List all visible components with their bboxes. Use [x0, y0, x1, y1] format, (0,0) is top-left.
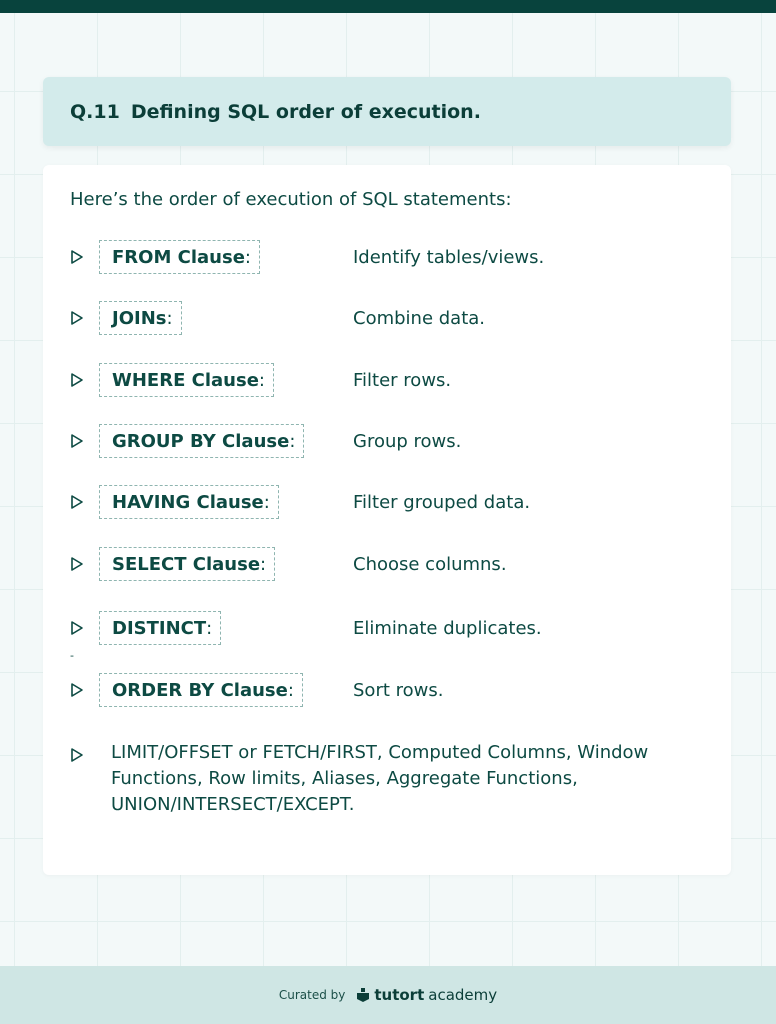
list-item	[43, 611, 731, 662]
play-triangle-icon	[70, 556, 84, 572]
play-triangle-icon	[70, 747, 84, 763]
intro-text: Here’s the order of execution of SQL statements:	[70, 189, 512, 210]
clause-description: Filter grouped data.	[353, 492, 531, 513]
clause-box	[99, 673, 303, 707]
clause-name: SELECT Clause	[112, 553, 261, 575]
footer	[0, 966, 776, 1024]
clause-name: DISTINCT	[112, 617, 207, 639]
clause-colon: :	[166, 307, 173, 329]
clause-colon: :	[258, 369, 265, 391]
clause-description: Identify tables/views.	[353, 247, 545, 268]
clause-colon: :	[206, 617, 213, 639]
clause-box	[99, 547, 275, 581]
list-item	[43, 485, 731, 521]
clause-box	[99, 301, 182, 335]
clause-colon: :	[287, 679, 294, 701]
clause-description: Filter rows.	[353, 370, 452, 391]
question-number: Q.11	[70, 100, 120, 123]
list-item	[43, 301, 731, 337]
clause-colon: :	[289, 430, 296, 452]
clause-name: ORDER BY Clause	[112, 679, 288, 701]
clause-box	[99, 611, 221, 645]
clause-box	[99, 363, 274, 397]
top-bar	[0, 0, 776, 13]
play-triangle-icon	[70, 620, 84, 636]
list-item	[43, 240, 731, 276]
clause-name: JOINs	[112, 307, 167, 329]
clause-colon: :	[263, 491, 270, 513]
play-triangle-icon	[70, 310, 84, 326]
clause-name: GROUP BY Clause	[112, 430, 290, 452]
clause-description: Combine data.	[353, 308, 486, 329]
tutort-logo-icon	[357, 988, 369, 1002]
clause-description: Choose columns.	[353, 554, 507, 575]
play-triangle-icon	[70, 682, 84, 698]
clause-name: HAVING Clause	[112, 491, 264, 513]
question-header	[43, 77, 731, 146]
play-triangle-icon	[70, 372, 84, 388]
clause-description: Sort rows.	[353, 680, 444, 701]
question-title: Defining SQL order of execution.	[130, 100, 481, 123]
clause-box	[99, 424, 304, 458]
final-item-text: LIMIT/OFFSET or FETCH/FIRST, Computed Columns, Window Functions, Row limits, Aliases, Aggregate Functions, UNION/INTERSECT/EXCEPT.	[111, 742, 649, 815]
clause-box	[99, 485, 279, 519]
clause-description: Group rows.	[353, 431, 462, 452]
clause-colon: :	[244, 246, 251, 268]
content-card	[43, 165, 731, 875]
clause-description: Eliminate duplicates.	[353, 618, 542, 639]
list-item	[43, 424, 731, 460]
play-triangle-icon	[70, 494, 84, 510]
dash-mark: -	[70, 649, 74, 662]
list-item	[43, 363, 731, 399]
list-item	[43, 547, 731, 583]
play-triangle-icon	[70, 433, 84, 449]
clause-colon: :	[260, 553, 267, 575]
clause-name: FROM Clause	[112, 246, 245, 268]
curated-by-label: Curated by	[278, 988, 346, 1002]
list-item	[43, 673, 731, 709]
brand-suffix: academy	[428, 986, 498, 1004]
play-triangle-icon	[70, 249, 84, 265]
clause-name: WHERE Clause	[112, 369, 259, 391]
brand-name: tutort	[374, 986, 425, 1004]
clause-box	[99, 240, 260, 274]
